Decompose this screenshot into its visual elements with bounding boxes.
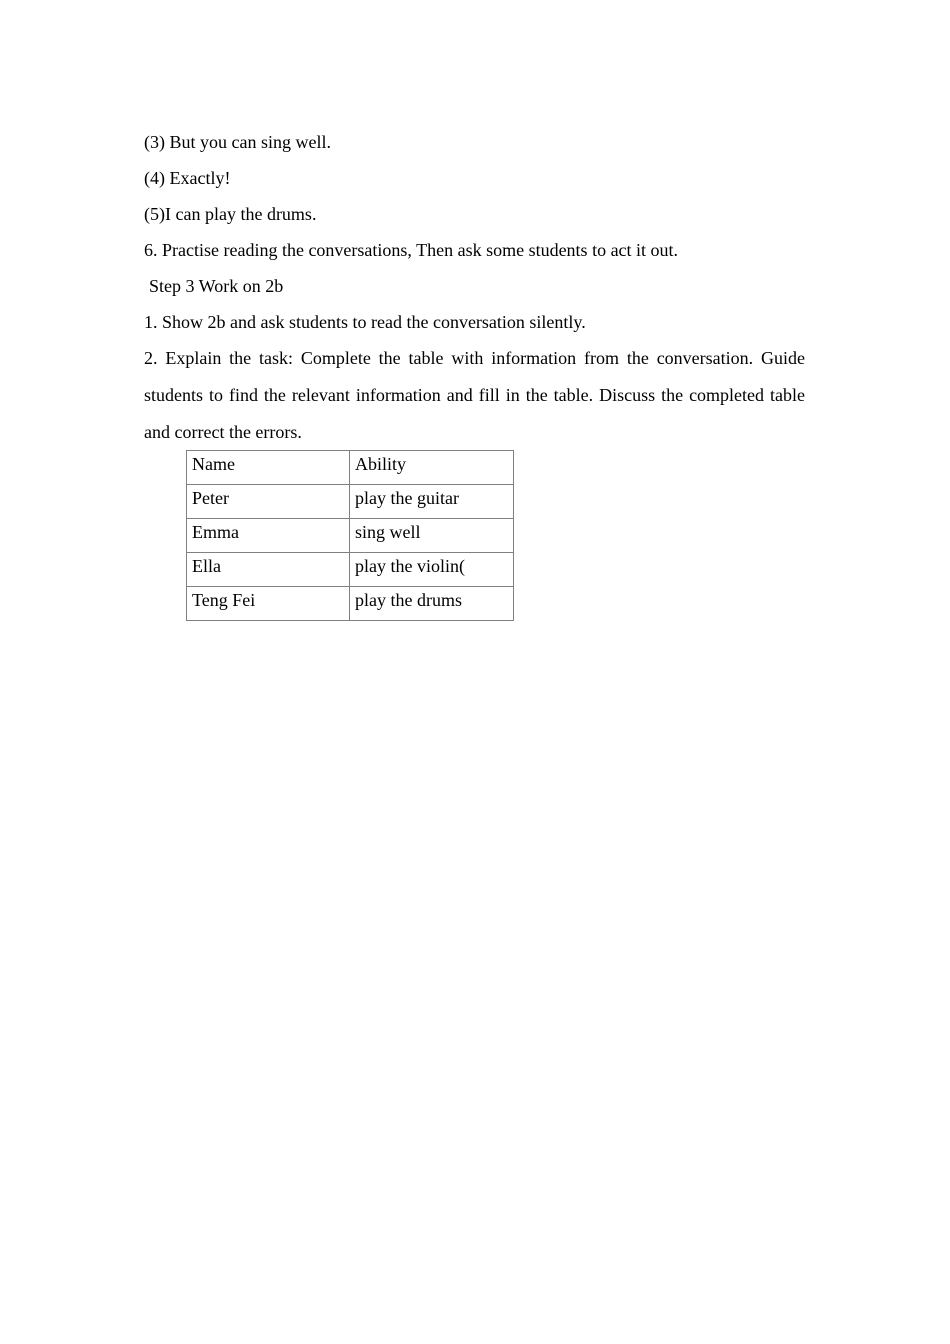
text-line: (5)I can play the drums.: [144, 204, 317, 224]
task-paragraph: 2. Explain the task: Complete the table with information from the conversation. Guide students to find the relevant information and fill in the table. Discuss the completed table and correct the errors.: [144, 348, 805, 442]
text-line: 6. Practise reading the conversations, Then ask some students to act it out.: [144, 240, 679, 260]
text-line: 1. Show 2b and ask students to read the conversation silently.: [144, 312, 586, 332]
table-row: [187, 485, 514, 519]
table-row: [187, 519, 514, 553]
table-cell: Teng Fei: [187, 587, 350, 621]
table-cell: sing well: [350, 519, 514, 553]
table-cell: Emma: [187, 519, 350, 553]
table-header-cell: Ability: [350, 451, 514, 485]
ability-table: [186, 450, 514, 621]
step-heading: Step 3 Work on 2b: [149, 276, 284, 296]
table-cell: play the violin(: [350, 553, 514, 587]
table-cell: Peter: [187, 485, 350, 519]
document-page: [144, 124, 805, 610]
text-line: (4) Exactly!: [144, 168, 231, 188]
table-cell: play the drums: [350, 587, 514, 621]
table-header-cell: Name: [187, 451, 350, 485]
table-cell: play the guitar: [350, 485, 514, 519]
text-line: (3) But you can sing well.: [144, 132, 331, 152]
table-cell: Ella: [187, 553, 350, 587]
table-row: [187, 587, 514, 621]
table-header-row: [187, 451, 514, 485]
table-row: [187, 553, 514, 587]
